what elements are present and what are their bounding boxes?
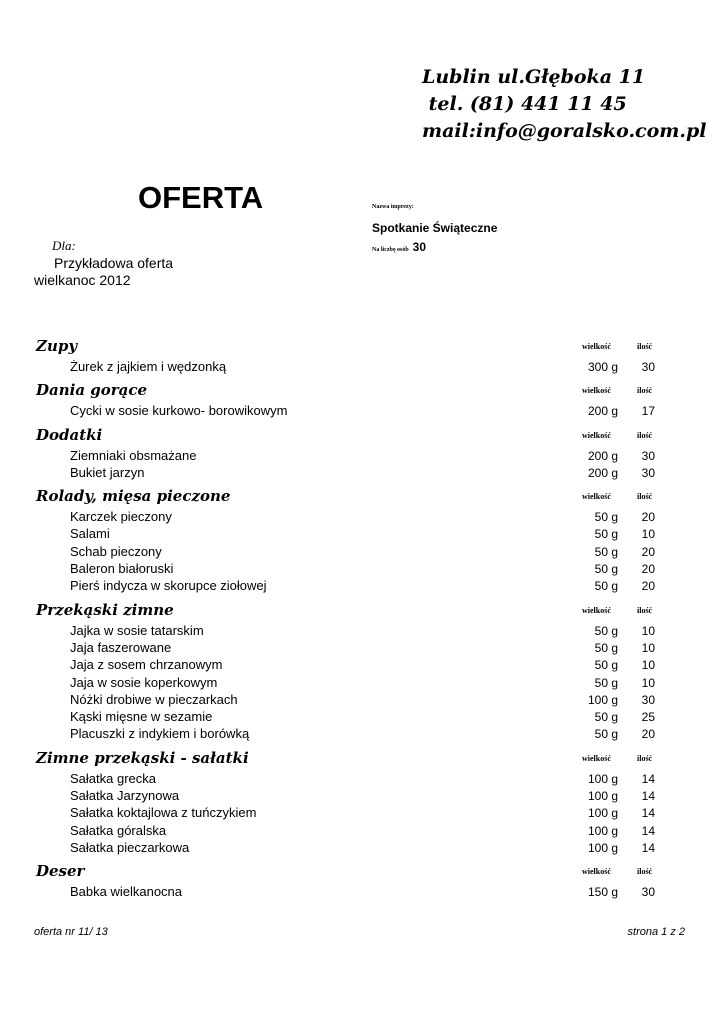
event-label: Nazwa imprezy: [372, 204, 414, 210]
item-qty: 10 [641, 527, 655, 542]
item-size: 50 g [594, 658, 618, 673]
section-header [34, 426, 659, 448]
item-name: Nóżki drobiwe w pieczarkach [70, 691, 238, 707]
item-qty: 20 [641, 579, 655, 594]
qty-column-header: ilość [637, 605, 653, 615]
menu-section [34, 487, 659, 595]
item-qty: 10 [641, 623, 655, 638]
item-qty: 30 [641, 360, 655, 374]
menu-item [34, 403, 659, 420]
section-header [34, 862, 659, 884]
item-name: Kąski mięsne w sezamie [70, 709, 213, 725]
qty-column-header: ilość [637, 492, 653, 502]
size-column-header: wielkość [582, 430, 611, 440]
menu-item [34, 578, 659, 595]
size-column-header: wielkość [582, 753, 611, 763]
item-size: 50 g [594, 527, 618, 542]
section-title: Zimne przekąski - sałatki [36, 748, 249, 767]
item-size: 50 g [594, 675, 618, 690]
persons-count-row [372, 238, 426, 256]
company-address [422, 64, 707, 145]
offer-number: oferta nr 11/ 13 [34, 926, 108, 938]
qty-column-header: ilość [637, 753, 653, 763]
item-size: 200 g [587, 465, 618, 480]
menu-item [34, 884, 659, 901]
item-size: 100 g [587, 840, 618, 855]
item-qty: 14 [641, 840, 655, 855]
size-column-header: wielkość [582, 492, 611, 502]
client-name [34, 255, 194, 289]
item-size: 50 g [594, 727, 618, 742]
qty-column-header: ilość [637, 342, 653, 351]
item-qty: 14 [641, 823, 655, 838]
menu-item [34, 465, 659, 482]
menu-item [34, 448, 659, 465]
item-name: Salami [70, 526, 110, 542]
menu-list [34, 337, 659, 907]
item-qty: 30 [641, 465, 655, 480]
menu-item [34, 657, 659, 674]
item-name: Sałatka koktajlowa z tuńczykiem [70, 805, 257, 821]
menu-item [34, 526, 659, 543]
menu-item [34, 359, 659, 376]
section-title: Zupy [36, 337, 78, 355]
menu-section [34, 601, 659, 744]
item-qty: 30 [641, 885, 655, 900]
menu-item [34, 726, 659, 743]
email-line: mail:info@goralsko.com.pl [422, 120, 707, 142]
item-size: 50 g [594, 640, 618, 655]
menu-item [34, 544, 659, 561]
address-line: Lublin ul.Głęboka 11 [422, 66, 646, 88]
item-qty: 30 [641, 448, 655, 463]
menu-item [34, 692, 659, 709]
phone-line: tel. (81) 441 11 45 [422, 93, 627, 115]
item-size: 200 g [587, 448, 618, 463]
section-header [34, 487, 659, 509]
item-qty: 20 [641, 510, 655, 525]
item-name: Sałatka góralska [70, 822, 167, 838]
menu-section [34, 381, 659, 420]
item-size: 100 g [587, 823, 618, 838]
menu-section [34, 337, 659, 376]
client-line: wielkanoc 2012 [34, 272, 131, 288]
menu-item [34, 840, 659, 857]
menu-item [34, 509, 659, 526]
item-name: Jaja faszerowane [70, 639, 172, 655]
item-size: 100 g [587, 789, 618, 804]
section-title: Dania gorące [36, 381, 148, 400]
qty-column-header: ilość [637, 386, 653, 396]
item-name: Pierś indycza w skorupce ziołowej [70, 578, 267, 594]
item-size: 300 g [587, 360, 618, 374]
item-size: 50 g [594, 510, 618, 525]
page-number: strona 1 z 2 [627, 926, 685, 938]
item-qty: 14 [641, 771, 655, 786]
item-qty: 10 [641, 658, 655, 673]
menu-section [34, 426, 659, 483]
menu-item [34, 675, 659, 692]
size-column-header: wielkość [582, 605, 611, 615]
item-size: 50 g [594, 562, 618, 577]
qty-column-header: ilość [637, 867, 653, 877]
item-name: Karczek pieczony [70, 509, 172, 525]
section-title: Dodatki [36, 425, 103, 444]
item-name: Jajka w sosie tatarskim [70, 622, 204, 638]
item-size: 50 g [594, 579, 618, 594]
item-name: Placuszki z indykiem i borówką [70, 726, 250, 742]
item-size: 150 g [587, 885, 618, 900]
item-name: Ziemniaki obsmażane [70, 447, 197, 463]
menu-item [34, 709, 659, 726]
menu-section [34, 749, 659, 857]
menu-item [34, 823, 659, 840]
item-name: Bukiet jarzyn [70, 464, 145, 480]
menu-item [34, 640, 659, 657]
size-column-header: wielkość [582, 342, 611, 351]
section-header [34, 337, 659, 359]
item-qty: 20 [641, 727, 655, 742]
persons-label: Na liczbę osób [372, 247, 409, 253]
item-name: Sałatka Jarzynowa [70, 788, 180, 804]
item-qty: 10 [641, 675, 655, 690]
menu-item [34, 788, 659, 805]
item-name: Baleron białoruski [70, 561, 174, 577]
page-title: OFERTA [138, 180, 264, 215]
menu-item [34, 805, 659, 822]
client-label: Dla: [52, 238, 76, 253]
menu-item [34, 623, 659, 640]
event-name: Spotkanie Świąteczne [372, 221, 498, 235]
item-name: Cycki w sosie kurkowo- borowikowym [70, 403, 288, 419]
item-name: Sałatka grecka [70, 770, 156, 786]
item-size: 50 g [594, 623, 618, 638]
menu-item [34, 771, 659, 788]
item-name: Schab pieczony [70, 543, 162, 559]
size-column-header: wielkość [582, 386, 611, 396]
section-header [34, 381, 659, 403]
item-qty: 20 [641, 544, 655, 559]
item-qty: 20 [641, 562, 655, 577]
item-name: Jaja z sosem chrzanowym [70, 657, 223, 673]
menu-item [34, 561, 659, 578]
item-qty: 25 [641, 710, 655, 725]
item-qty: 14 [641, 806, 655, 821]
persons-count: 30 [412, 240, 427, 254]
item-size: 100 g [587, 771, 618, 786]
size-column-header: wielkość [582, 867, 611, 877]
menu-section [34, 862, 659, 901]
section-title: Rolady, mięsa pieczone [36, 487, 231, 506]
item-name: Babka wielkanocna [70, 884, 183, 900]
qty-column-header: ilość [637, 430, 653, 440]
item-size: 50 g [594, 544, 618, 559]
item-size: 100 g [587, 692, 618, 707]
item-qty: 30 [641, 692, 655, 707]
client-line: Przykładowa oferta [54, 255, 174, 271]
section-title: Deser [36, 862, 85, 881]
item-name: Jaja w sosie koperkowym [70, 674, 218, 690]
section-title: Przekąski zimne [36, 600, 174, 619]
section-header [34, 749, 659, 771]
item-qty: 17 [641, 404, 655, 419]
item-qty: 10 [641, 640, 655, 655]
item-size: 50 g [594, 710, 618, 725]
section-header [34, 601, 659, 623]
item-qty: 14 [641, 789, 655, 804]
item-size: 200 g [587, 404, 618, 419]
item-name: Sałatka pieczarkowa [70, 839, 190, 855]
item-name: Żurek z jajkiem i wędzonką [70, 359, 227, 374]
item-size: 100 g [587, 806, 618, 821]
